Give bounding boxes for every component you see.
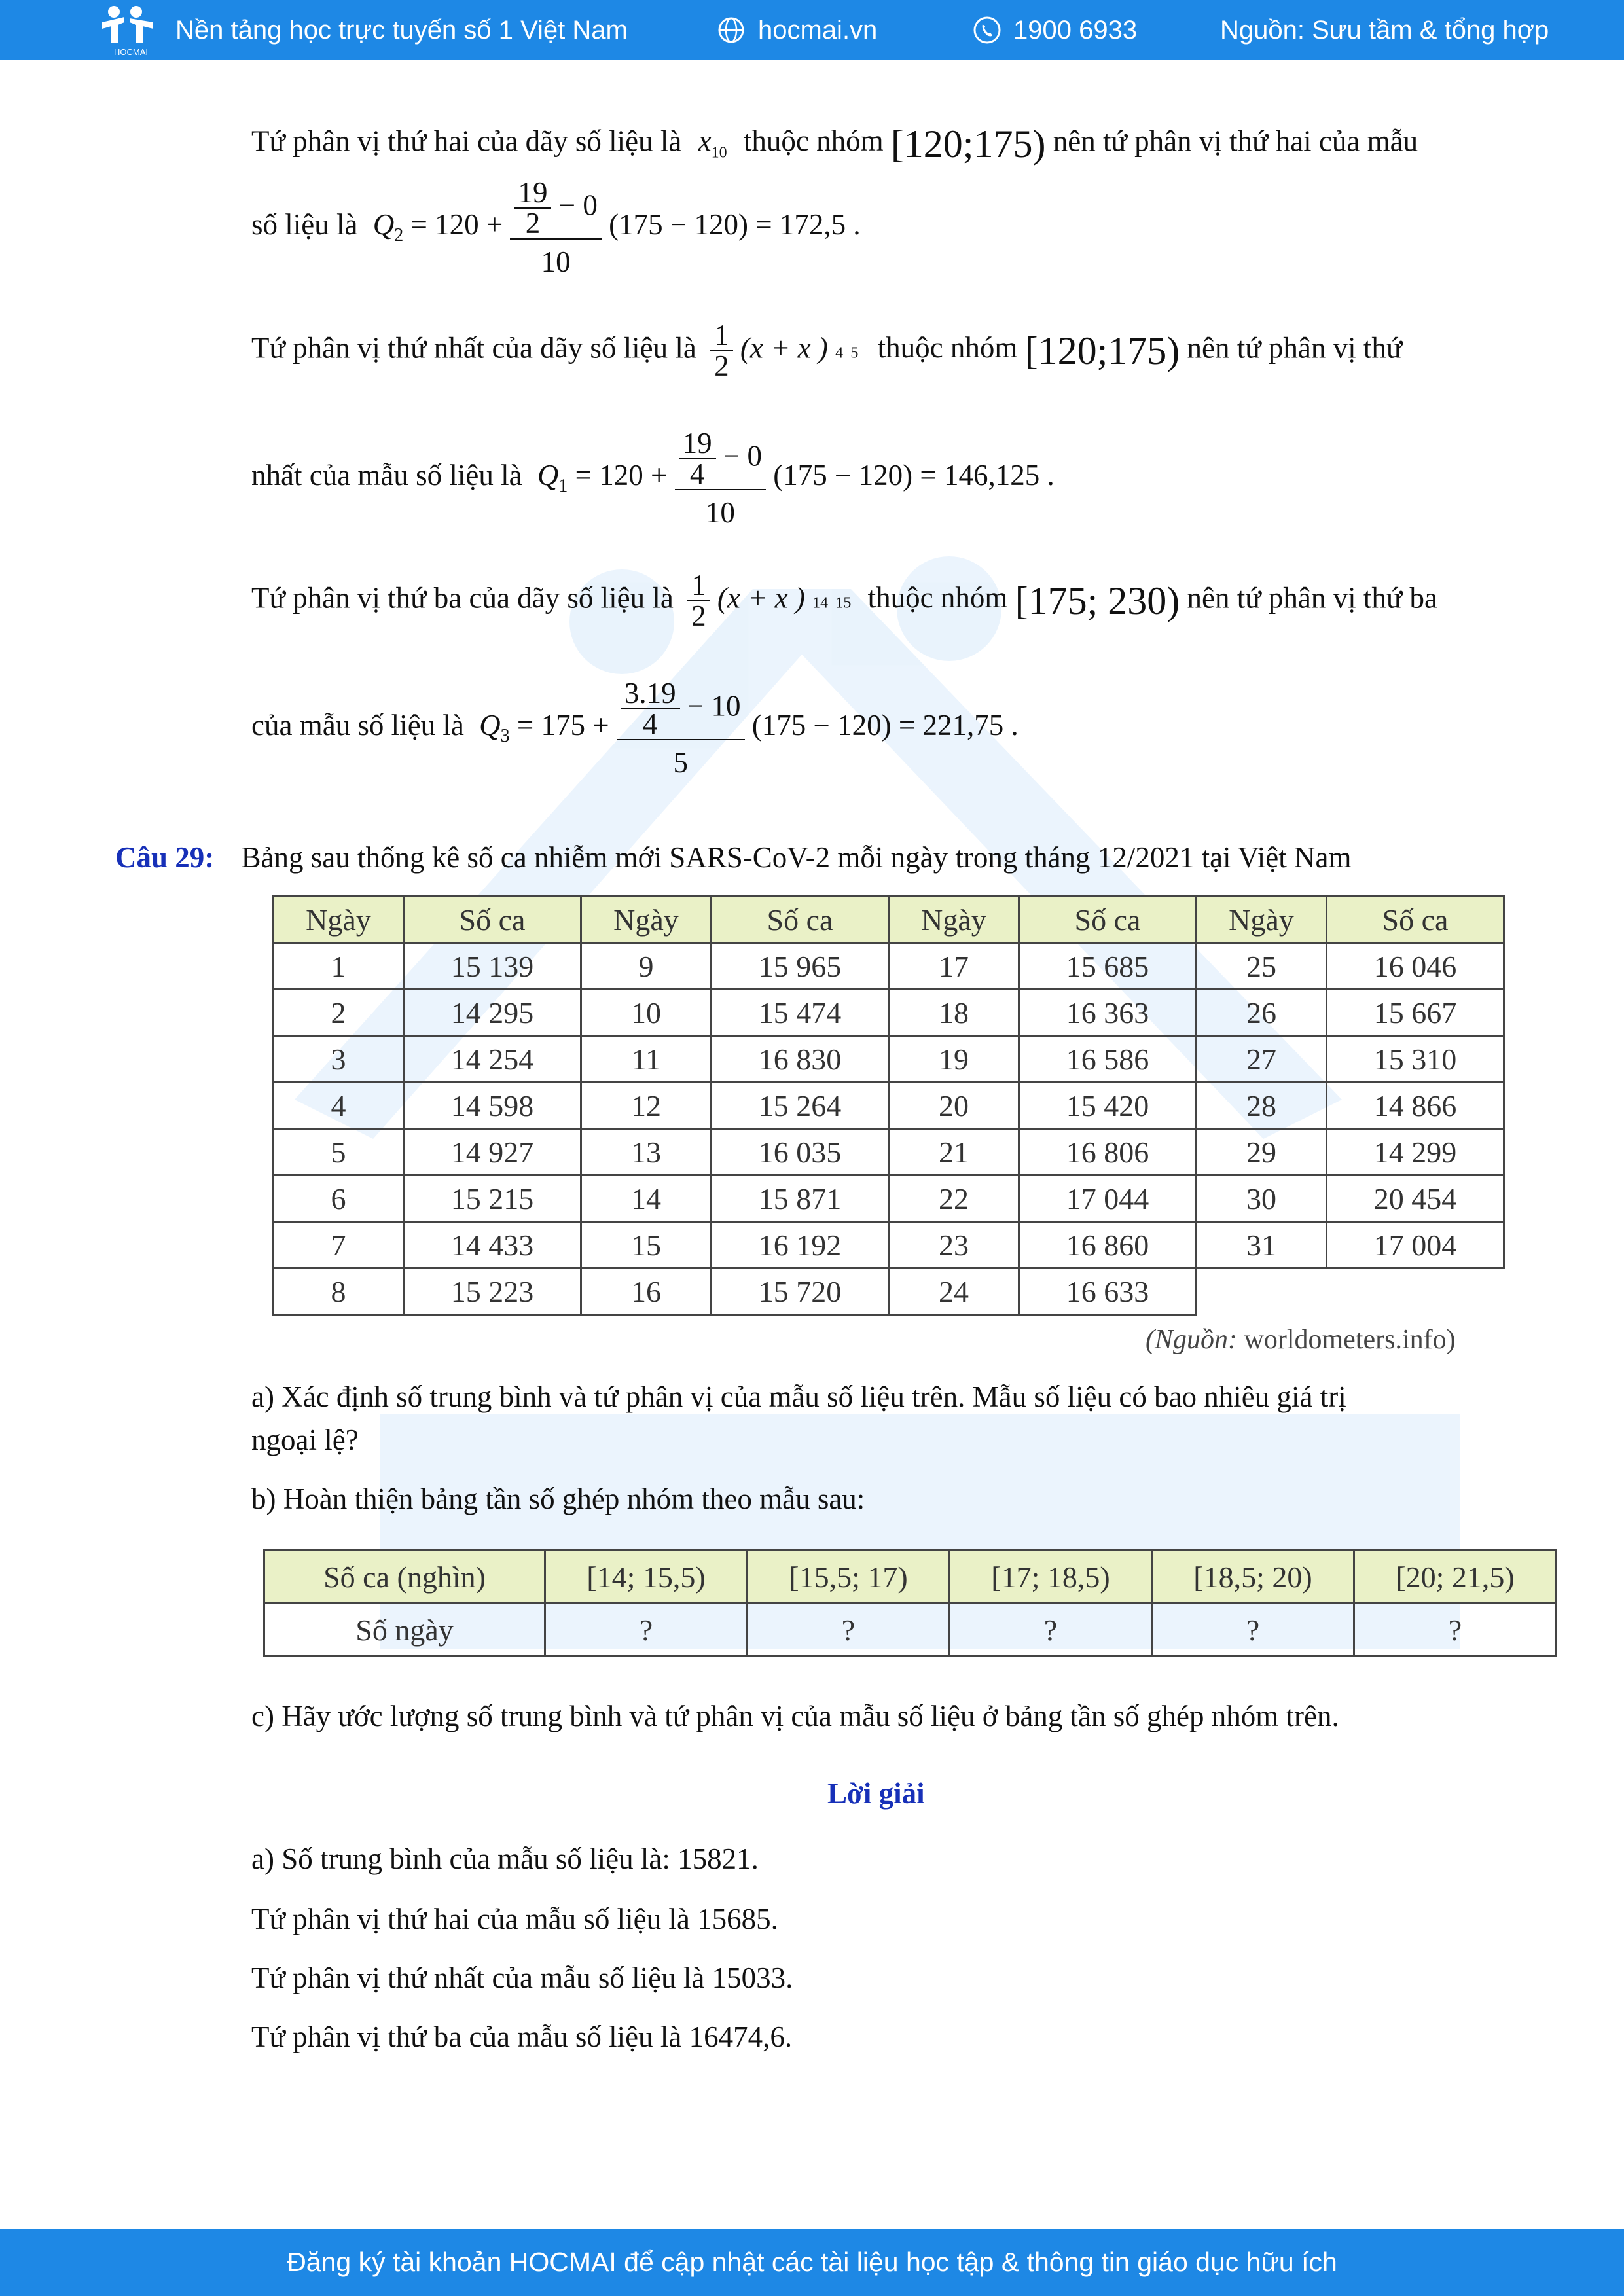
- logo-text: HOCMAI: [114, 47, 148, 57]
- question-text: Bảng sau thống kê số ca nhiễm mới SARS-CoV-2 mỗi ngày trong tháng 12/2021 tại Việt Nam: [241, 841, 1352, 874]
- table-cell: 15 474: [712, 990, 889, 1036]
- group-row-label: Số ca (nghìn): [264, 1551, 545, 1604]
- count-row: [264, 1604, 1557, 1657]
- count-cell: ?: [545, 1604, 748, 1657]
- group-cell: [18,5; 20): [1152, 1551, 1354, 1604]
- table-cell: 6: [274, 1175, 404, 1222]
- table-cell: 14 598: [404, 1083, 581, 1129]
- table-row: [274, 1129, 1504, 1175]
- globe-icon: [717, 16, 745, 44]
- table-header-cell: Ngày: [581, 897, 712, 943]
- solution-line: Tứ phân vị thứ ba của mẫu số liệu là 16474,6.: [251, 2020, 793, 2053]
- table-cell: 9: [581, 943, 712, 990]
- table-row: [274, 1268, 1504, 1315]
- q2-line1: Tứ phân vị thứ hai của dãy số liệu là $x_{10}$ thuộc nhóm [120;175) nên tứ phân vị thứ hai của mẫu: [251, 122, 1418, 166]
- table-cell: 15 420: [1019, 1083, 1197, 1129]
- table-cell: 15 139: [404, 943, 581, 990]
- table-cell: 22: [889, 1175, 1019, 1222]
- count-cell: ?: [950, 1604, 1152, 1657]
- q2-fraction: $\frac{19}{2}$ − 0 10: [510, 178, 601, 277]
- table-cell: 15 215: [404, 1175, 581, 1222]
- table-cell: 16 633: [1019, 1268, 1197, 1315]
- table-cell: 14: [581, 1175, 712, 1222]
- table-cell: 17 044: [1019, 1175, 1197, 1222]
- question-label: Câu 29:: [115, 841, 215, 874]
- table-source: (Nguồn: worldometers.info): [1146, 1325, 1456, 1355]
- table-cell: 15 965: [712, 943, 889, 990]
- table-cell: 1: [274, 943, 404, 990]
- group-frequency-table: [263, 1549, 1557, 1657]
- table-cell: 16 860: [1019, 1222, 1197, 1268]
- table-row: [274, 1036, 1504, 1083]
- q3-line1: Tứ phân vị thứ ba của dãy số liệu là $\frac{1}{2}$ (x + x ) 14 15 thuộc nhóm [175; 230) nên tứ phân vị thứ ba: [251, 569, 1437, 632]
- part-a-line2: ngoại lệ?: [251, 1424, 359, 1456]
- table-cell: 16 192: [712, 1222, 889, 1268]
- table-cell: 31: [1197, 1222, 1327, 1268]
- q2-formula: số liệu là $Q_2 = 120$ + $\frac{19}{2}$ − 0 10 (175 − 120) = 172,5 .: [251, 176, 861, 278]
- table-row: [274, 1175, 1504, 1222]
- table-cell: 2: [274, 990, 404, 1036]
- table-cell: [1197, 1268, 1327, 1315]
- table-cell: 19: [889, 1036, 1019, 1083]
- phone-text: 1900 6933: [1013, 15, 1138, 45]
- header-bar: [0, 0, 1624, 60]
- cases-table: [272, 895, 1505, 1316]
- table-cell: 5: [274, 1129, 404, 1175]
- website-link[interactable]: [717, 0, 877, 60]
- footer-text: Đăng ký tài khoản HOCMAI để cập nhật các tài liệu học tập & thông tin giáo dục hữu ích: [287, 2247, 1337, 2277]
- group-cell: [20; 21,5): [1354, 1551, 1557, 1604]
- q1-formula: nhất của mẫu số liệu là $Q_1 = 120$ + $\frac{19}{4}$ − 0 10 (175 − 120) = 146,125 .: [251, 427, 1055, 529]
- table-cell: 15 685: [1019, 943, 1197, 990]
- table-row: [274, 990, 1504, 1036]
- table-header-cell: Số ca: [712, 897, 889, 943]
- table-cell: 10: [581, 990, 712, 1036]
- table-cell: 14 299: [1327, 1129, 1504, 1175]
- count-row-label: Số ngày: [264, 1604, 545, 1657]
- table-header-cell: Ngày: [889, 897, 1019, 943]
- website-text: hocmai.vn: [758, 15, 878, 45]
- table-cell: 23: [889, 1222, 1019, 1268]
- table-cell: 21: [889, 1129, 1019, 1175]
- table-cell: 13: [581, 1129, 712, 1175]
- part-a-line1: a) Xác định số trung bình và tứ phân vị của mẫu số liệu trên. Mẫu số liệu có bao nhiêu giá trị: [251, 1380, 1346, 1413]
- table-cell: 20: [889, 1083, 1019, 1129]
- table-cell: 12: [581, 1083, 712, 1129]
- q1-fraction: $\frac{19}{4}$ − 0 10: [675, 429, 766, 528]
- solution-title: Lời giải: [827, 1777, 925, 1810]
- table-cell: 17: [889, 943, 1019, 990]
- table-row: [274, 1083, 1504, 1129]
- table-cell: 15 310: [1327, 1036, 1504, 1083]
- table-cell: 11: [581, 1036, 712, 1083]
- table-cell: 20 454: [1327, 1175, 1504, 1222]
- table-cell: [1327, 1268, 1504, 1315]
- table-cell: 16 035: [712, 1129, 889, 1175]
- count-cell: ?: [748, 1604, 950, 1657]
- table-cell: 14 254: [404, 1036, 581, 1083]
- table-cell: 14 927: [404, 1129, 581, 1175]
- table-cell: 25: [1197, 943, 1327, 990]
- solution-line: Tứ phân vị thứ nhất của mẫu số liệu là 15033.: [251, 1962, 793, 1994]
- table-cell: 17 004: [1327, 1222, 1504, 1268]
- table-cell: 16: [581, 1268, 712, 1315]
- table-cell: 18: [889, 990, 1019, 1036]
- table-cell: 28: [1197, 1083, 1327, 1129]
- q3-formula: của mẫu số liệu là $Q_3 = 175$ + $\frac{3.19}{4}$ − 10 5 (175 − 120) = 221,75 .: [251, 677, 1019, 779]
- group-cell: [15,5; 17): [748, 1551, 950, 1604]
- table-cell: 15 667: [1327, 990, 1504, 1036]
- footer-bar: [0, 2229, 1624, 2296]
- tagline: Nền tảng học trực tuyến số 1 Việt Nam: [175, 15, 628, 45]
- table-header-row: [274, 897, 1504, 943]
- hocmai-logo-icon: [98, 3, 164, 58]
- group-cell: [17; 18,5): [950, 1551, 1152, 1604]
- table-header-cell: Số ca: [1327, 897, 1504, 943]
- q1-line1: Tứ phân vị thứ nhất của dãy số liệu là $\frac{1}{2}$ (x + x ) 4 5 thuộc nhóm [120;175) nên tứ phân vị thứ: [251, 319, 1403, 382]
- group-row: [264, 1551, 1557, 1604]
- table-cell: 16 806: [1019, 1129, 1197, 1175]
- table-cell: 15: [581, 1222, 712, 1268]
- count-cell: ?: [1354, 1604, 1557, 1657]
- table-cell: 26: [1197, 990, 1327, 1036]
- table-cell: 14 295: [404, 990, 581, 1036]
- part-c: c) Hãy ước lượng số trung bình và tứ phân vị của mẫu số liệu ở bảng tần số ghép nhóm trên.: [251, 1700, 1339, 1732]
- table-header-cell: Số ca: [1019, 897, 1197, 943]
- part-b: b) Hoàn thiện bảng tần số ghép nhóm theo mẫu sau:: [251, 1482, 865, 1515]
- table-header-cell: Số ca: [404, 897, 581, 943]
- solution-line: Tứ phân vị thứ hai của mẫu số liệu là 15685.: [251, 1903, 778, 1935]
- table-cell: 4: [274, 1083, 404, 1129]
- count-cell: ?: [1152, 1604, 1354, 1657]
- table-row: [274, 1222, 1504, 1268]
- source-note: Nguồn: Sưu tầm & tổng hợp: [1220, 15, 1549, 45]
- table-cell: 15 223: [404, 1268, 581, 1315]
- table-cell: 30: [1197, 1175, 1327, 1222]
- table-cell: 3: [274, 1036, 404, 1083]
- table-cell: 27: [1197, 1036, 1327, 1083]
- phone-icon: [973, 16, 1001, 45]
- table-cell: 16 830: [712, 1036, 889, 1083]
- table-header-cell: Ngày: [274, 897, 404, 943]
- table-cell: 14 866: [1327, 1083, 1504, 1129]
- table-cell: 16 363: [1019, 990, 1197, 1036]
- question-header: [115, 843, 1351, 872]
- table-cell: 24: [889, 1268, 1019, 1315]
- table-row: [274, 943, 1504, 990]
- solution-line: a) Số trung bình của mẫu số liệu là: 15821.: [251, 1842, 759, 1875]
- table-cell: 8: [274, 1268, 404, 1315]
- table-cell: 15 871: [712, 1175, 889, 1222]
- table-cell: 14 433: [404, 1222, 581, 1268]
- table-cell: 16 046: [1327, 943, 1504, 990]
- table-cell: 16 586: [1019, 1036, 1197, 1083]
- group-cell: [14; 15,5): [545, 1551, 748, 1604]
- table-cell: 29: [1197, 1129, 1327, 1175]
- phone-link[interactable]: [973, 0, 1137, 60]
- table-cell: 15 720: [712, 1268, 889, 1315]
- table-cell: 15 264: [712, 1083, 889, 1129]
- q3-fraction: $\frac{3.19}{4}$ − 10 5: [617, 679, 745, 778]
- table-cell: 7: [274, 1222, 404, 1268]
- table-header-cell: Ngày: [1197, 897, 1327, 943]
